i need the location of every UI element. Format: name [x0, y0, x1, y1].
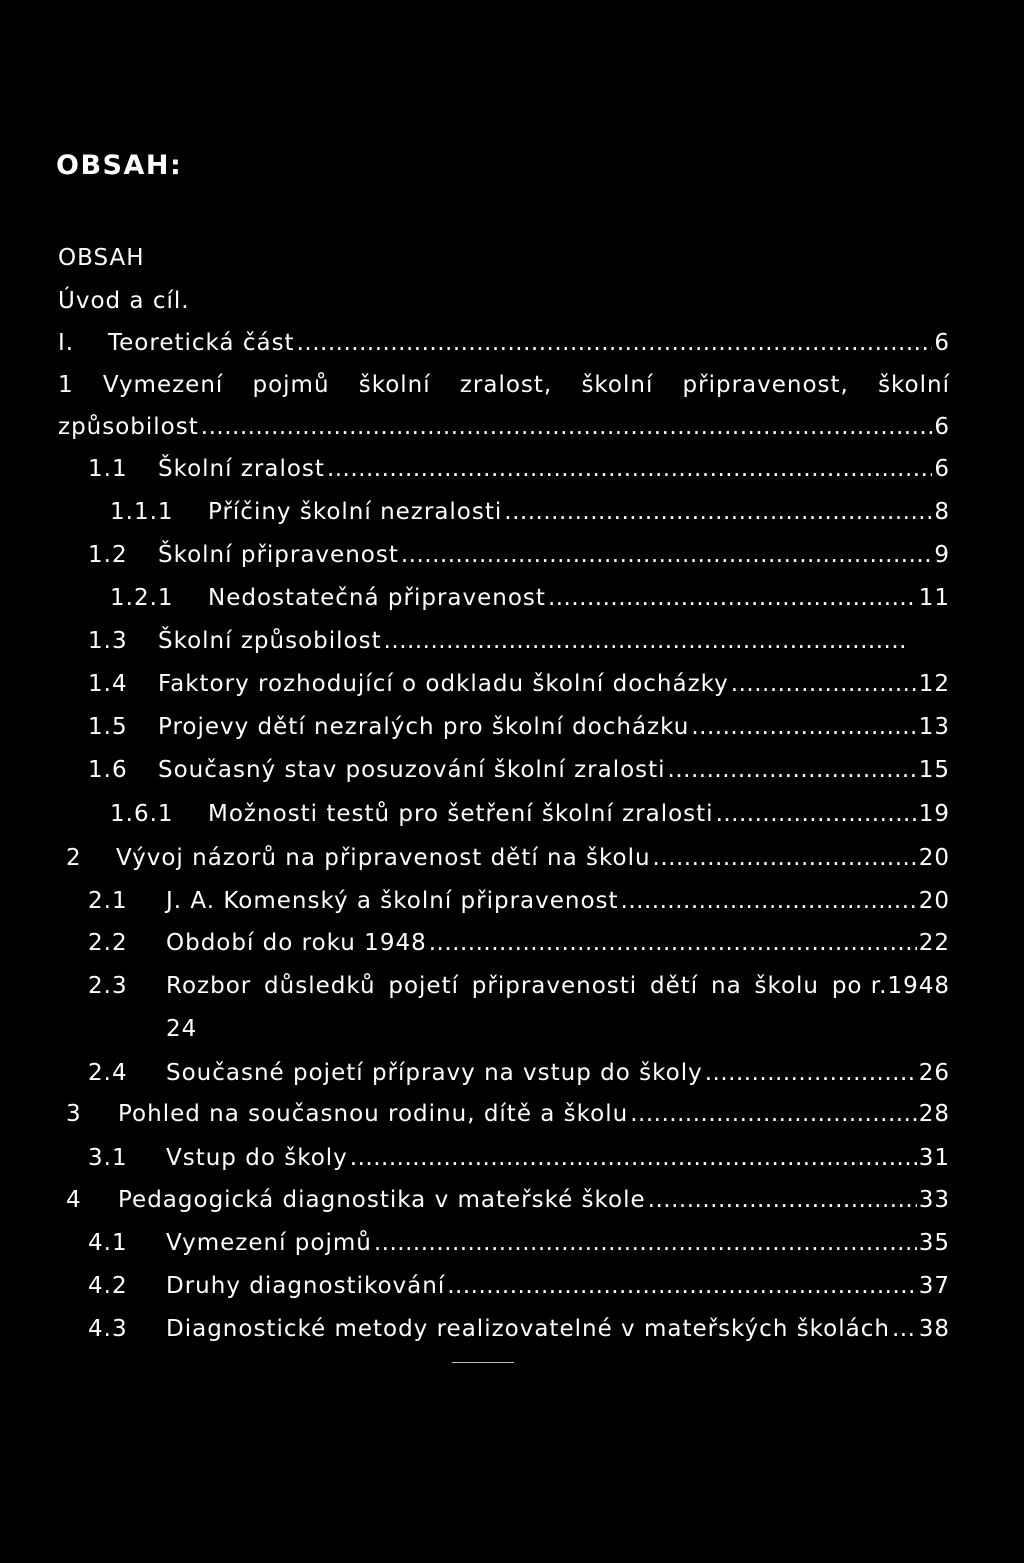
toc-entry-title: Školní způsobilost: [158, 628, 382, 654]
toc-entry-number: 1.4: [88, 671, 128, 697]
toc-entry-number: 1.2.1: [110, 585, 174, 611]
toc-entry: [88, 1145, 950, 1171]
toc-entry-page: 37: [918, 1273, 950, 1299]
toc-entry-page: 24: [166, 1016, 198, 1042]
toc-entry-title: [166, 973, 950, 999]
toc-entry-number: 1.3: [88, 628, 128, 654]
toc-dot-leader: [892, 1316, 917, 1342]
toc-entry-title: Diagnostické metody realizovatelné v mateřských školách: [166, 1316, 890, 1342]
toc-entry-word: Vymezení: [102, 372, 224, 398]
toc-entry-page: 22: [918, 930, 950, 956]
toc-entry-title: Školní připravenost: [158, 542, 399, 568]
toc-entry: [66, 1101, 950, 1127]
toc-entry: [88, 888, 950, 914]
toc-entry: [110, 499, 950, 525]
toc-entry-page: 6: [934, 414, 950, 440]
toc-entry-page: 15: [918, 757, 950, 783]
toc-entry-word: Rozbor: [166, 973, 252, 999]
toc-dot-leader: [384, 628, 908, 654]
toc-entry-page: 26: [918, 1060, 950, 1086]
toc-entry: [88, 671, 950, 697]
toc-entry: [88, 456, 950, 482]
toc-entry-title: Příčiny školní nezralosti: [208, 499, 503, 525]
toc-entry-number: 1.1: [88, 456, 128, 482]
toc-entry: [58, 330, 950, 356]
toc-entry: [88, 1060, 950, 1086]
toc-dot-leader: [621, 888, 917, 914]
toc-entry-number: 4: [66, 1187, 82, 1213]
toc-dot-leader: [374, 1230, 917, 1256]
toc-entry-continuation: [58, 414, 950, 440]
toc-dot-leader: [548, 585, 917, 611]
toc-entry: [88, 1230, 950, 1256]
toc-dot-leader: [327, 456, 932, 482]
toc-entry-word: pojmů: [252, 372, 330, 398]
toc-entry-title: Projevy dětí nezralých pro školní docházku: [158, 714, 690, 740]
toc-entry-page: 6: [934, 456, 950, 482]
toc-dot-leader: [201, 414, 933, 440]
toc-entry: [88, 1316, 950, 1342]
toc-entry-title: Možnosti testů pro šetření školní zralosti: [208, 801, 714, 827]
toc-entry-page: 11: [918, 585, 950, 611]
toc-entry-title: Vymezení pojmů: [166, 1230, 372, 1256]
toc-dot-leader: [668, 757, 917, 783]
toc-entry-word: zralost,: [459, 372, 553, 398]
toc-dot-leader: [630, 1101, 917, 1127]
toc-entry: [88, 628, 910, 654]
toc-entry-page: 8: [934, 499, 950, 525]
toc-entry-page: 28: [918, 1101, 950, 1127]
toc-entry-word: na: [711, 973, 742, 999]
toc-entry: [88, 714, 950, 740]
toc-entry-title: Druhy diagnostikování: [166, 1273, 446, 1299]
toc-entry-word: připravenost,: [682, 372, 849, 398]
toc-entry: [88, 542, 950, 568]
toc-entry-number: 4.1: [88, 1230, 128, 1256]
toc-entry-number: 2.2: [88, 930, 128, 956]
toc-entry-title: Faktory rozhodující o odkladu školní docházky: [158, 671, 729, 697]
toc-dot-leader: [401, 542, 933, 568]
toc-entry-number: 4.3: [88, 1316, 128, 1342]
toc-entry: [88, 1273, 950, 1299]
toc-dot-leader: [504, 499, 932, 525]
toc-entry-number: 3: [66, 1101, 82, 1127]
toc-entry-number: 2: [66, 845, 82, 871]
toc-entry-title: Vstup do školy: [166, 1145, 348, 1171]
toc-entry-title: Nedostatečná připravenost: [208, 585, 546, 611]
toc-entry: [66, 845, 950, 871]
toc-dot-leader: [429, 930, 917, 956]
toc-entry-title: Pohled na současnou rodinu, dítě a školu: [118, 1101, 629, 1127]
toc-entry-page: 31: [918, 1145, 950, 1171]
toc-dot-leader: [653, 845, 917, 871]
toc-entry-number: 1.1.1: [110, 499, 174, 525]
toc-dot-leader: [716, 801, 917, 827]
toc-entry-page: 20: [918, 845, 950, 871]
toc-dot-leader: [691, 714, 916, 740]
toc-line-uvod: Úvod a cíl.: [58, 288, 190, 314]
divider-rule: [452, 1362, 514, 1363]
toc-dot-leader: [297, 330, 933, 356]
toc-entry-page: 13: [918, 714, 950, 740]
toc-entry-page: 12: [918, 671, 950, 697]
toc-entry: [88, 930, 950, 956]
toc-entry-word: školní: [358, 372, 431, 398]
toc-entry-word: připravenosti: [471, 973, 638, 999]
toc-entry-number: I.: [58, 330, 75, 356]
toc-entry-page: 20: [918, 888, 950, 914]
toc-entry-number: 1.6.1: [110, 801, 174, 827]
toc-entry-number: 1: [58, 372, 74, 398]
toc-entry-title: Teoretická část: [108, 330, 295, 356]
toc-dot-leader: [705, 1060, 917, 1086]
toc-entry-number: 1.6: [88, 757, 128, 783]
toc-entry: [110, 801, 950, 827]
toc-entry-word: pojetí: [388, 973, 459, 999]
toc-entry-word: po r.1948: [831, 973, 950, 999]
toc-entry-number: 4.2: [88, 1273, 128, 1299]
toc-entry-title: Pedagogická diagnostika v mateřské škole: [118, 1187, 646, 1213]
toc-entry-page: 19: [918, 801, 950, 827]
toc-entry-title: Školní zralost: [158, 456, 325, 482]
toc-entry-title: Období do roku 1948: [166, 930, 427, 956]
toc-entry-number: 2.3: [88, 973, 128, 999]
page-heading: OBSAH:: [56, 150, 183, 181]
toc-entry-word: dětí: [650, 973, 699, 999]
toc-entry-title: Současný stav posuzování školní zralosti: [158, 757, 666, 783]
toc-entry-wrapped-line: [88, 973, 950, 999]
toc-entry-title: Současné pojetí přípravy na vstup do školy: [166, 1060, 703, 1086]
toc-entry-page: 33: [918, 1187, 950, 1213]
toc-entry-title: Vývoj názorů na připravenost dětí na školu: [116, 845, 651, 871]
toc-entry-title: způsobilost: [58, 414, 199, 440]
toc-entry-page: 38: [918, 1316, 950, 1342]
toc-entry-word: školní: [581, 372, 654, 398]
toc-entry-number: 2.1: [88, 888, 128, 914]
toc-entry-number: 1.5: [88, 714, 128, 740]
toc-dot-leader: [350, 1145, 917, 1171]
toc-dot-leader: [648, 1187, 917, 1213]
toc-dot-leader: [447, 1273, 917, 1299]
toc-entry-wrapped-line: [58, 372, 950, 398]
toc-entry: [110, 585, 950, 611]
toc-dot-leader: [731, 671, 917, 697]
toc-entry: [88, 757, 950, 783]
toc-entry-word: důsledků: [264, 973, 376, 999]
toc-entry: [66, 1187, 950, 1213]
toc-entry-number: 2.4: [88, 1060, 128, 1086]
toc-entry-page: 6: [934, 330, 950, 356]
toc-entry-title: J. A. Komenský a školní připravenost: [166, 888, 619, 914]
toc-line-obsah: OBSAH: [58, 245, 145, 271]
toc-entry-page: 9: [934, 542, 950, 568]
toc-entry-word: školní: [878, 372, 950, 398]
toc-entry-number: 3.1: [88, 1145, 128, 1171]
toc-entry-word: školu: [754, 973, 820, 999]
toc-entry-page: 35: [918, 1230, 950, 1256]
toc-entry-number: 1.2: [88, 542, 128, 568]
